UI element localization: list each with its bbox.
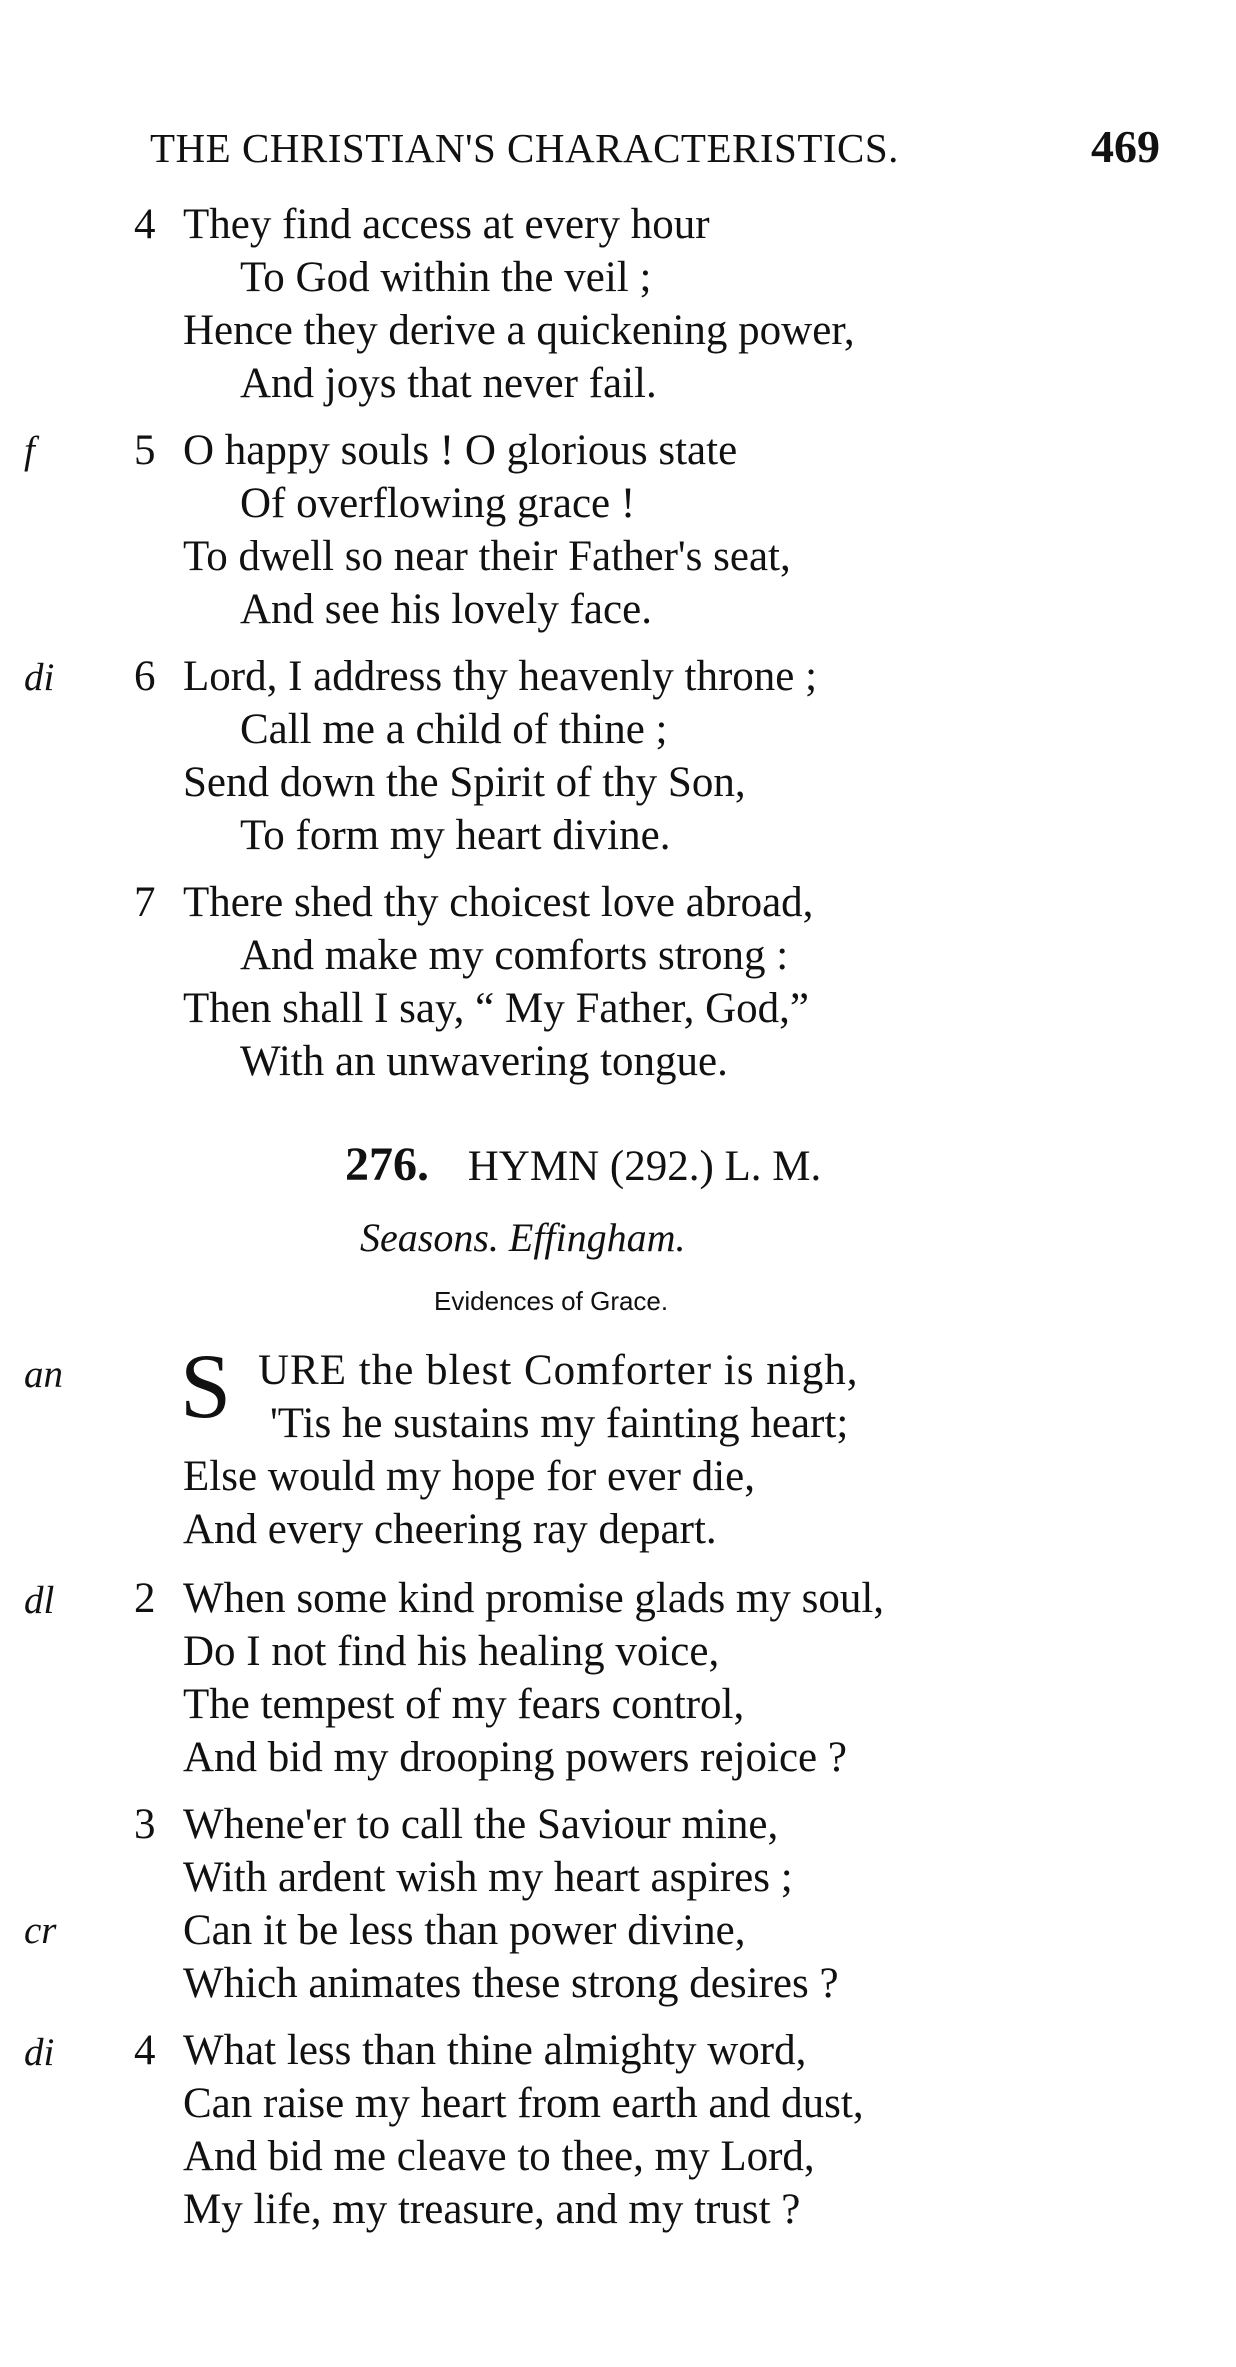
dynamic-mark: di: [24, 656, 55, 699]
verse-line: When some kind promise glads my soul,: [183, 1575, 885, 1622]
stanza-number: 7: [134, 879, 156, 926]
verse-line: Of overflowing grace !: [240, 480, 636, 527]
verse-line: And bid my drooping powers rejoice ?: [183, 1734, 847, 1781]
verse-line: Can it be less than power divine,: [183, 1907, 746, 1954]
stanza-number: 4: [134, 201, 156, 248]
verse-line: My life, my treasure, and my trust ?: [183, 2186, 801, 2233]
verse-line: Which animates these strong desires ?: [183, 1960, 839, 2007]
verse-line: Can raise my heart from earth and dust,: [183, 2080, 864, 2127]
verse-line: To God within the veil ;: [240, 254, 652, 301]
verse-line: And make my comforts strong :: [240, 932, 789, 979]
stanza-number: 2: [134, 1575, 156, 1622]
hymn-heading: [345, 1137, 821, 1192]
verse-line: With an unwavering tongue.: [240, 1038, 728, 1085]
verse-line: And see his lovely face.: [240, 586, 652, 633]
dynamic-mark: an: [24, 1353, 63, 1396]
verse-line: Whene'er to call the Saviour mine,: [183, 1801, 779, 1848]
stanza-number: 4: [134, 2027, 156, 2074]
tune-names: Seasons. Effingham.: [360, 1215, 686, 1260]
verse-line: URE the blest Comforter is nigh,: [258, 1347, 859, 1394]
stanza-number: 3: [134, 1801, 156, 1848]
verse-line: Hence they derive a quickening power,: [183, 307, 855, 354]
verse-line: And joys that never fail.: [240, 360, 657, 407]
drop-cap: S: [180, 1335, 232, 1437]
verse-line: With ardent wish my heart aspires ;: [183, 1854, 793, 1901]
hymn-number: 276.: [345, 1138, 429, 1191]
verse-line: To dwell so near their Father's seat,: [183, 533, 791, 580]
verse-line: Lord, I address thy heavenly throne ;: [183, 653, 818, 700]
verse-line: Then shall I say, “ My Father, God,”: [183, 985, 809, 1032]
verse-line: Call me a child of thine ;: [240, 706, 668, 753]
verse-line: And every cheering ray depart.: [183, 1506, 717, 1553]
verse-line: What less than thine almighty word,: [183, 2027, 807, 2074]
page-header: [150, 121, 1160, 184]
dynamic-mark: cr: [24, 1909, 57, 1952]
verse-line: They find access at every hour: [183, 201, 710, 248]
stanza-number: 6: [134, 653, 156, 700]
verse-line: And bid me cleave to thee, my Lord,: [183, 2133, 815, 2180]
verse-line: 'Tis he sustains my fainting heart;: [270, 1400, 849, 1447]
dynamic-mark: di: [24, 2031, 55, 2074]
dynamic-mark: f: [24, 429, 35, 472]
stanza-number: 5: [134, 427, 156, 474]
verse-line: There shed thy choicest love abroad,: [183, 879, 814, 926]
dynamic-mark: dl: [24, 1579, 55, 1622]
hymn-subject: Evidences of Grace.: [434, 1286, 669, 1316]
verse-line: Send down the Spirit of thy Son,: [183, 759, 746, 806]
verse-line: The tempest of my fears control,: [183, 1681, 745, 1728]
running-title: THE CHRISTIAN'S CHARACTERISTICS.: [150, 125, 899, 171]
hymn-title: HYMN (292.) L. M.: [467, 1143, 822, 1190]
verse-line: Else would my hope for ever die,: [183, 1453, 755, 1500]
verse-line: O happy souls ! O glorious state: [183, 427, 738, 474]
page-number: 469: [1091, 121, 1160, 172]
verse-line: Do I not find his healing voice,: [183, 1628, 720, 1675]
verse-line: To form my heart divine.: [240, 812, 671, 859]
